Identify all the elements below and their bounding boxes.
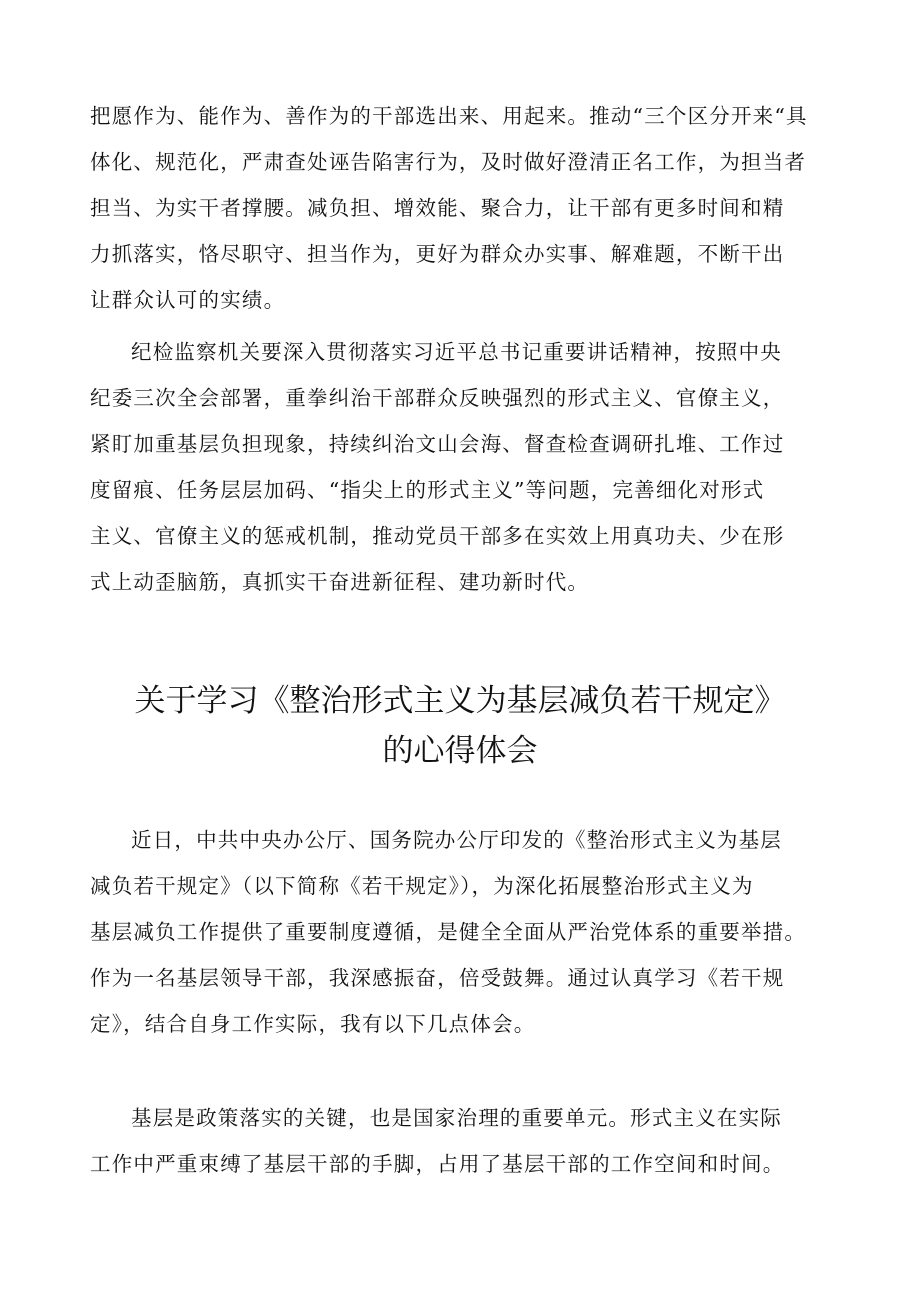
paragraph-cadre-selection: [90, 93, 842, 323]
paragraph-line: 减负若干规定》（以下简称《若干规定》），为深化拓展整治形式主义为: [90, 874, 754, 898]
paragraph-line: 纪检监察机关要深入贯彻落实习近平总书记重要讲话精神，按照中央: [131, 340, 782, 364]
paragraph-line: 纪委三次全会部署，重拳纠治干部群众反映强烈的形式主义、官僚主义，: [90, 386, 785, 410]
paragraph-grassroots: [90, 1095, 842, 1187]
paragraph-line: 体化、规范化，严肃查处诬告陷害行为，及时做好澄清正名工作，为担当者: [90, 150, 807, 174]
paragraph-line: 作为一名基层领导干部，我深感振奋，倍受鼓舞。通过认真学习《若干规: [90, 966, 785, 990]
paragraph-line: 近日，中共中央办公厅、国务院办公厅印发的《整治形式主义为基层: [131, 828, 782, 852]
paragraph-line: 担当、为实干者撑腰。减负担、增效能、聚合力，让干部有更多时间和精: [90, 196, 785, 220]
paragraph-line: 工作中严重束缚了基层干部的手脚，占用了基层干部的工作空间和时间。: [90, 1152, 785, 1176]
paragraph-line: 主义、官僚主义的惩戒机制，推动党员干部多在实效上用真功夫、少在形: [90, 524, 785, 548]
paragraph-line: 定》，结合自身工作实际，我有以下几点体会。: [90, 1012, 536, 1036]
title-line: 的心得体会: [382, 733, 538, 769]
paragraph-introduction: [90, 817, 842, 1047]
paragraph-line: 让群众认可的实绩。: [90, 288, 286, 312]
paragraph-line: 基层是政策落实的关键，也是国家治理的重要单元。形式主义在实际: [131, 1106, 782, 1130]
paragraph-line: 基层减负工作提供了重要制度遵循，是健全全面从严治党体系的重要举措。: [90, 920, 807, 944]
paragraph-line: 把愿作为、能作为、善作为的干部选出来、用起来。推动“三个区分开来“具: [90, 104, 808, 128]
article-title: [60, 676, 860, 776]
paragraph-discipline-inspection: [90, 329, 842, 605]
title-line: 关于学习《整治形式主义为基层减负若干规定》: [134, 683, 786, 719]
paragraph-line: 紧盯加重基层负担现象，持续纠治文山会海、督查检查调研扎堆、工作过: [90, 432, 785, 456]
paragraph-line: 力抓落实，恪尽职守、担当作为，更好为群众办实事、解难题，不断干出: [90, 242, 785, 266]
paragraph-line: 度留痕、任务层层加码、“指尖上的形式主义”等问题，完善细化对形式: [90, 478, 765, 502]
paragraph-line: 式上动歪脑筋，真抓实干奋进新征程、建功新时代。: [90, 570, 590, 594]
